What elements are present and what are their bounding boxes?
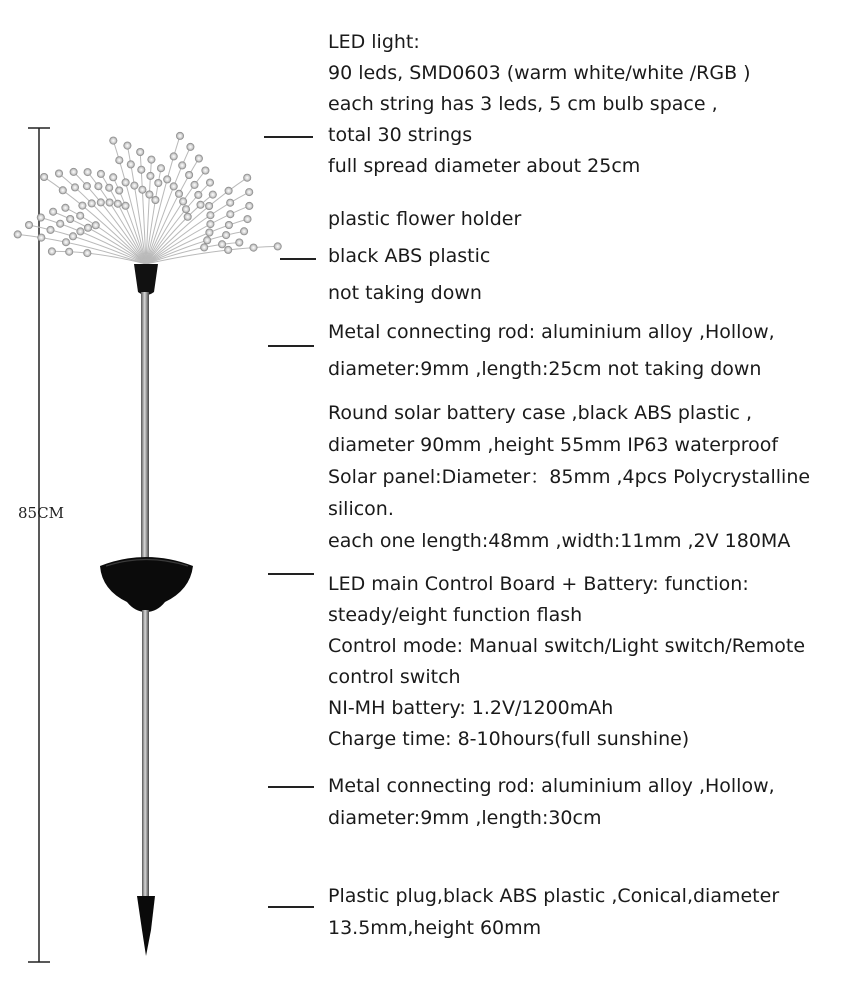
spec-line: each string has 3 leds, 5 cm bulb space , <box>328 93 718 115</box>
spec-line: Plastic plug,black ABS plastic ,Conical,diameter <box>328 885 780 907</box>
led-bulb <box>203 236 211 244</box>
leader-line-plug <box>268 906 314 908</box>
led-bulb <box>184 213 192 221</box>
plastic-plug <box>137 896 155 956</box>
led-bulb <box>71 183 79 191</box>
solar-battery-case <box>100 557 193 612</box>
spec-line: Solar panel:Diameter：85mm ,4pcs Polycrystalline <box>328 466 811 488</box>
led-bulb <box>218 240 226 248</box>
spec-battery-case <box>328 397 810 557</box>
led-bulb <box>70 168 78 176</box>
led-bulb <box>146 172 154 180</box>
led-bulb <box>127 160 135 168</box>
led-bulb <box>240 227 248 235</box>
led-bulb <box>182 205 190 213</box>
led-bulb <box>250 244 258 252</box>
led-bulb <box>195 155 203 163</box>
spec-plug <box>328 880 779 944</box>
led-bulb <box>138 186 146 194</box>
led-bulb <box>197 201 205 209</box>
spec-flower-holder <box>328 201 521 312</box>
spec-line: LED main Control Board + Battery: function: <box>328 573 749 595</box>
spec-control-board <box>328 569 805 755</box>
led-bulb <box>123 142 131 150</box>
led-bulb <box>48 247 56 255</box>
spec-line: Control mode: Manual switch/Light switch/Remote <box>328 635 806 657</box>
led-bulb <box>97 170 105 178</box>
led-bulb <box>222 231 230 239</box>
led-bulb <box>191 181 199 189</box>
spec-line: Round solar battery case ,black ABS plastic , <box>328 402 753 424</box>
led-bulb <box>178 161 186 169</box>
led-bulb <box>245 202 253 210</box>
led-bulb <box>62 238 70 246</box>
spec-line: 90 leds, SMD0603 (warm white/white /RGB ) <box>328 62 751 84</box>
led-bulb <box>224 246 232 254</box>
spec-line: Metal connecting rod: aluminium alloy ,Hollow, <box>328 321 775 343</box>
led-bulb <box>154 179 162 187</box>
spec-line: diameter 90mm ,height 55mm IP63 waterproof <box>328 434 779 456</box>
led-bulb <box>59 186 67 194</box>
led-bulb <box>244 215 252 223</box>
led-bulb <box>137 166 145 174</box>
spec-line: 13.5mm,height 60mm <box>328 917 542 939</box>
leader-line-battery <box>268 573 314 575</box>
led-bulb <box>65 248 73 256</box>
led-bulb <box>115 156 123 164</box>
upper-metal-rod <box>141 292 149 566</box>
led-bulb <box>145 191 153 199</box>
led-bulb <box>185 171 193 179</box>
led-bulb <box>226 199 234 207</box>
spec-led-light <box>328 27 751 182</box>
led-bulb <box>226 210 234 218</box>
led-bulb <box>47 226 55 234</box>
spec-upper-rod <box>328 314 775 388</box>
height-label: 85CM <box>18 504 64 522</box>
led-bulb <box>235 239 243 247</box>
spec-line: NI-MH battery: 1.2V/1200mAh <box>328 697 614 719</box>
led-bulb <box>176 132 184 140</box>
led-bulb <box>205 202 213 210</box>
led-bulb <box>92 221 100 229</box>
led-bulb <box>206 211 214 219</box>
led-bulb <box>49 208 57 216</box>
led-bulb <box>163 175 171 183</box>
leader-line-holder <box>280 258 316 260</box>
led-bulb <box>61 204 69 212</box>
led-bulb <box>97 198 105 206</box>
leader-line-lower-rod <box>268 786 314 788</box>
spec-line: diameter:9mm ,length:25cm not taking down <box>328 358 762 380</box>
led-bulb <box>200 243 208 251</box>
led-bulb <box>170 152 178 160</box>
led-bulb <box>147 156 155 164</box>
led-bulb <box>186 143 194 151</box>
spec-line: Metal connecting rod: aluminium alloy ,Hollow, <box>328 775 775 797</box>
led-bulb <box>69 232 77 240</box>
spec-line: total 30 strings <box>328 124 473 146</box>
led-bulb <box>194 191 202 199</box>
led-bulb <box>76 227 84 235</box>
led-bulb <box>179 197 187 205</box>
led-bulb <box>37 214 45 222</box>
led-bulb <box>105 184 113 192</box>
led-bulb <box>83 182 91 190</box>
led-bulb <box>136 148 144 156</box>
led-bulb <box>56 220 64 228</box>
led-bulb <box>225 221 233 229</box>
led-firework-spray <box>14 132 282 264</box>
led-bulb <box>274 242 282 250</box>
spec-line: black ABS plastic <box>328 245 491 267</box>
spec-lower-rod <box>328 770 775 834</box>
led-bulb <box>25 221 33 229</box>
led-bulb <box>245 188 253 196</box>
led-bulb <box>114 200 122 208</box>
led-bulb <box>130 182 138 190</box>
product-illustration <box>0 0 300 1001</box>
led-bulb <box>205 229 213 237</box>
led-bulb <box>115 187 123 195</box>
led-bulb <box>151 196 159 204</box>
led-bulb <box>175 190 183 198</box>
led-bulb <box>109 173 117 181</box>
led-bulb <box>201 167 209 175</box>
led-bulb <box>157 164 165 172</box>
led-bulb <box>122 202 130 210</box>
height-dimension-line <box>28 128 50 962</box>
flower-holder <box>134 264 158 295</box>
led-bulb <box>88 199 96 207</box>
spec-line: not taking down <box>328 282 482 304</box>
led-bulb <box>40 173 48 181</box>
lower-metal-rod <box>142 610 149 898</box>
led-bulb <box>14 230 22 238</box>
led-bulb <box>55 170 63 178</box>
leader-line-upper-rod <box>268 345 314 347</box>
spec-line: control switch <box>328 666 461 688</box>
spec-line: LED light: <box>328 31 420 53</box>
leader-line-led <box>264 136 313 138</box>
spec-line: diameter:9mm ,length:30cm <box>328 807 602 829</box>
spec-line: Charge time: 8-10hours(full sunshine) <box>328 728 690 750</box>
led-bulb <box>83 249 91 257</box>
led-bulb <box>84 224 92 232</box>
led-bulb <box>84 168 92 176</box>
led-bulb <box>76 212 84 220</box>
led-bulb <box>106 199 114 207</box>
led-bulb <box>243 174 251 182</box>
led-bulb <box>122 178 130 186</box>
led-bulb <box>225 187 233 195</box>
spec-line: steady/eight function flash <box>328 604 583 626</box>
led-bulb <box>109 137 117 145</box>
led-bulb <box>66 215 74 223</box>
led-bulb <box>206 179 214 187</box>
led-bulb <box>94 182 102 190</box>
led-bulb <box>206 220 214 228</box>
spec-line: plastic flower holder <box>328 208 522 230</box>
led-bulb <box>37 234 45 242</box>
led-bulb <box>170 182 178 190</box>
led-bulb <box>209 191 217 199</box>
spec-line: silicon. <box>328 498 394 520</box>
spec-line: each one length:48mm ,width:11mm ,2V 180MA <box>328 530 791 552</box>
led-bulb <box>78 202 86 210</box>
spec-line: full spread diameter about 25cm <box>328 155 641 177</box>
